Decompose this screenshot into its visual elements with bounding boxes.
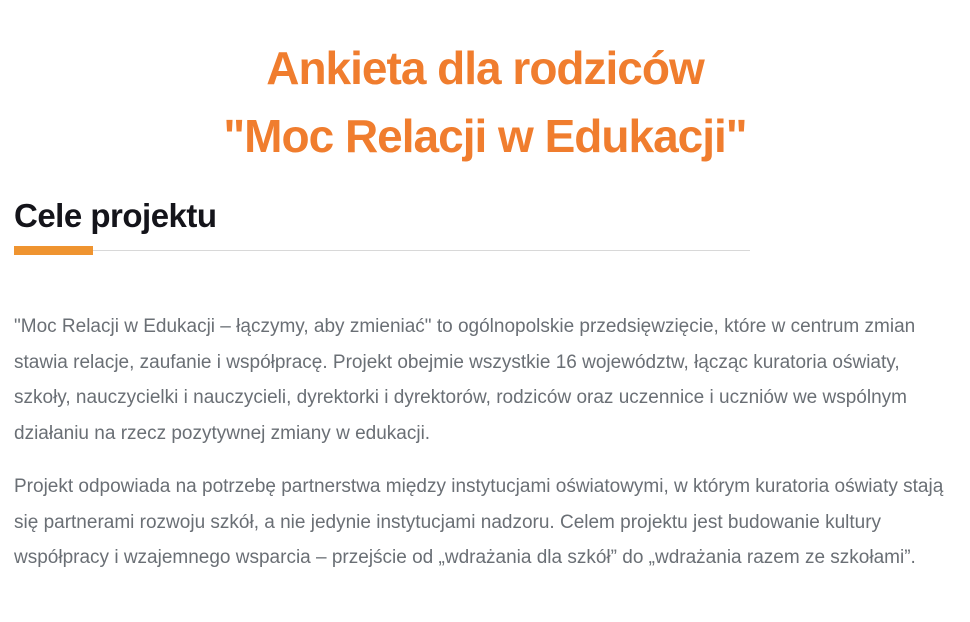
heading-divider-line (93, 250, 750, 251)
section-heading: Cele projektu (14, 197, 217, 234)
heading-accent-bar (14, 246, 93, 255)
survey-title-line-1: Ankieta dla rodziców (266, 42, 704, 94)
survey-title (35, 0, 935, 170)
heading-divider (14, 246, 750, 255)
article-body (14, 309, 954, 576)
paragraph-project-description: "Moc Relacji w Edukacji – łączymy, aby zmieniać" to ogólnopolskie przedsięwzięcie, które w centrum zmian stawia relacje, zaufanie i współpracę. Projekt obejmie wszystkie 16 województw, łącząc kuratoria oświaty, szkoły, nauczycielki i nauczycieli, dyrektorki i dyrektorów, rodziców oraz uczennice i uczniów we wspólnym działaniu na rzecz pozytywnej zmiany w edukacji. (14, 316, 916, 444)
survey-title-line-2: "Moc Relacji w Edukacji" (223, 110, 747, 162)
paragraph-project-goal: Projekt odpowiada na potrzebę partnerstwa między instytucjami oświatowymi, w którym kuratoria oświaty stają się partnerami rozwoju szkół, a nie jedynie instytucjami nadzoru. Celem projektu jest budowanie kultury współpracy i wzajemnego wsparcia – przejście od „wdrażania dla szkół” do „wdrażania razem ze szkołami”. (14, 476, 944, 568)
